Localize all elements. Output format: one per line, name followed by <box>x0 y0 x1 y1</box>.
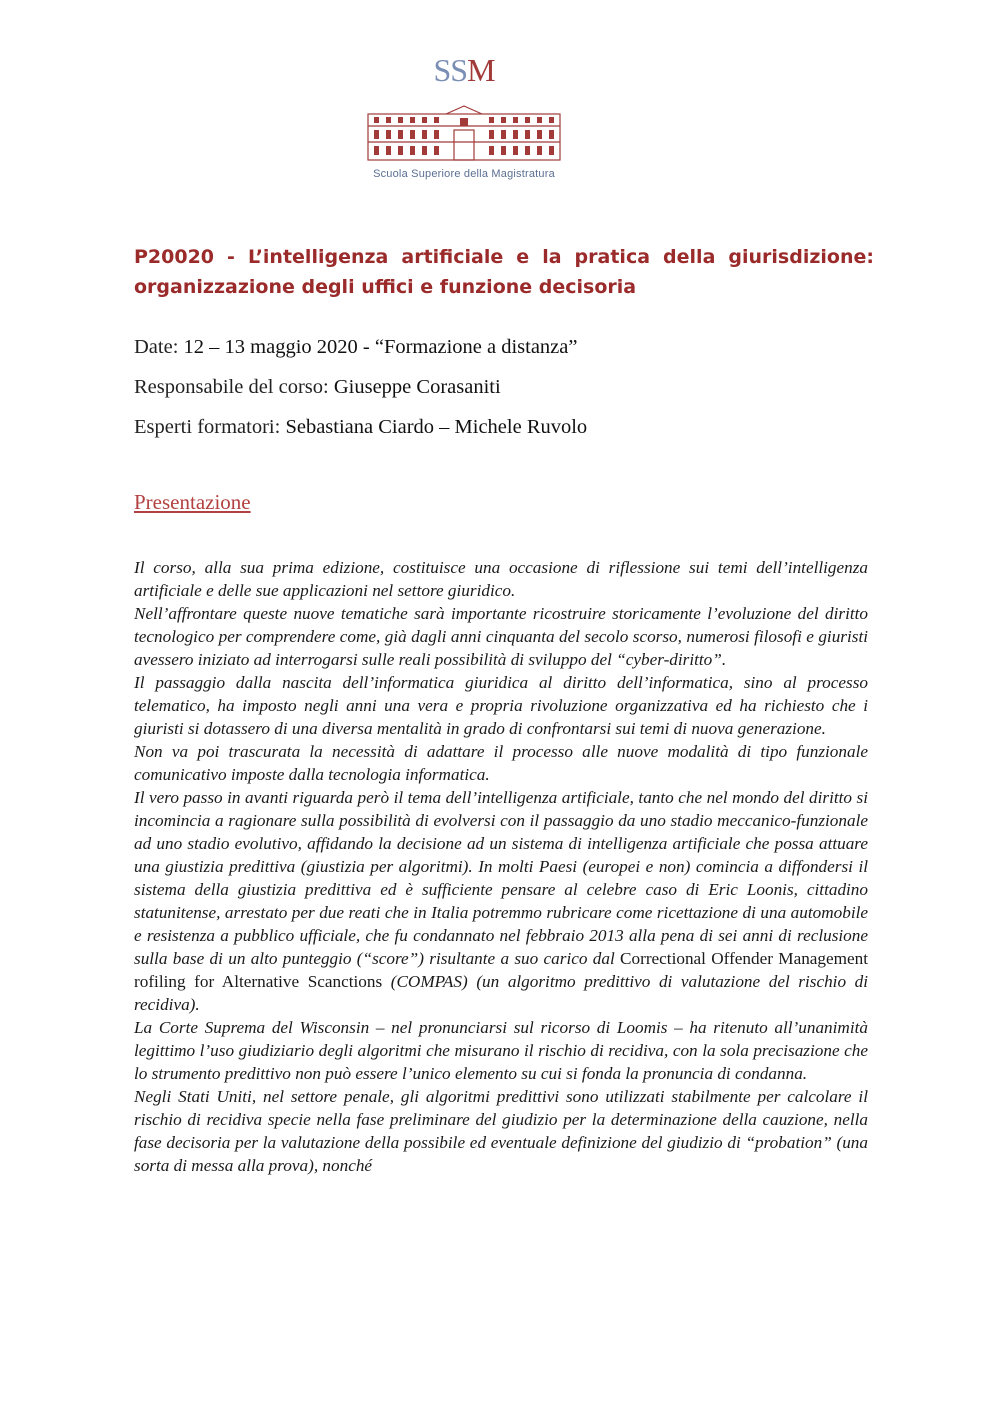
paragraph: La Corte Suprema del Wisconsin – nel pronunciarsi sul ricorso di Loomis – ha ritenuto all’unanimità legittimo l’uso giudiziario degli algoritmi che misurano il rischio di recidiva, con la sola precisazione che lo strumento predittivo non può essere l’unico elemento su cui si fonda la pronuncia di condanna. <box>134 1018 868 1083</box>
course-title: P20020 - L’intelligenza artificiale e la pratica della giurisdizione: organizzazione degli uffici e funzione decisoria <box>134 246 874 298</box>
logo-letters: SSM <box>433 52 495 88</box>
course-dates: Date: 12 – 13 maggio 2020 - “Formazione a distanza” <box>134 336 578 358</box>
logo-caption: Scuola Superiore della Magistratura <box>373 168 555 180</box>
paragraph: Il corso, alla sua prima edizione, costituisce una occasione di riflessione sui temi dell’intelligenza artificiale e delle sue applicazioni nel settore giuridico. <box>134 558 868 600</box>
paragraph: Non va poi trascurata la necessità di adattare il processo alle nuove modalità di tipo funzionale comunicativo imposte dalla tecnologia informatica. <box>134 742 868 784</box>
paragraph: Negli Stati Uniti, nel settore penale, gli algoritmi predittivi sono utilizzati stabilmente per calcolare il rischio di recidiva specie nella fase preliminare del giudizio per la determinazione della cauzione, nella fase decisoria per la valutazione della possibile ed eventuale definizione del giudizio di “probation” (una sorta di messa alla prova), nonché <box>134 1087 868 1175</box>
ssm-logo <box>358 52 570 192</box>
paragraph: Nell’affrontare queste nuove tematiche sarà importante ricostruire storicamente l’evoluzione del diritto tecnologico per comprendere come, già dagli anni cinquanta del secolo scorso, numerosi filosofi e giuristi avessero iniziato ad interrogarsi sulle reali possibilità di sviluppo del “cyber-diritto”. <box>134 604 868 669</box>
course-experts: Esperti formatori: Sebastiana Ciardo – Michele Ruvolo <box>134 416 588 438</box>
paragraph: Il vero passo in avanti riguarda però il tema dell’intelligenza artificiale, tanto che nel mondo del diritto si incomincia a ragionare sulla possibilità di evolversi con il passaggio da uno stadio meccanico-funzionale ad uno stadio evolutivo, affidando la decisione ad un sistema di intelligenza artificiale che possa attuare una giustizia predittiva (giustizia per algoritmi). In molti Paesi (europei e non) comincia a diffondersi il sistema della giustizia predittiva ed è sufficiente pensare al celebre caso di Eric Loonis, cittadino statunitense, arrestato per due reati che in Italia potremmo rubricare come ricettazione di una automobile e resistenza a pubblico ufficiale, che fu condannato nel febbraio 2013 alla pena di sei anni di reclusione sulla base di un alto punteggio (“score”) risultante a suo carico dal Correctional Offender Management rofiling for Alternative Scanctions (COMPAS) (un algoritmo predittivo di valutazione del rischio di recidiva). <box>134 788 869 1014</box>
presentation-body <box>134 556 868 1177</box>
section-title: Presentazione <box>134 490 251 514</box>
paragraph: Il passaggio dalla nascita dell’informatica giuridica al diritto dell’informatica, sino al processo telematico, ha imposto negli anni una vera e propria rivoluzione organizzativa ed ha richiesto che i giuristi si dotassero di una diversa mentalità in grado di confrontarsi sui temi di nuova generazione. <box>134 673 868 738</box>
palace-illustration-icon <box>358 104 570 164</box>
course-manager: Responsabile del corso: Giuseppe Corasaniti <box>134 376 501 398</box>
